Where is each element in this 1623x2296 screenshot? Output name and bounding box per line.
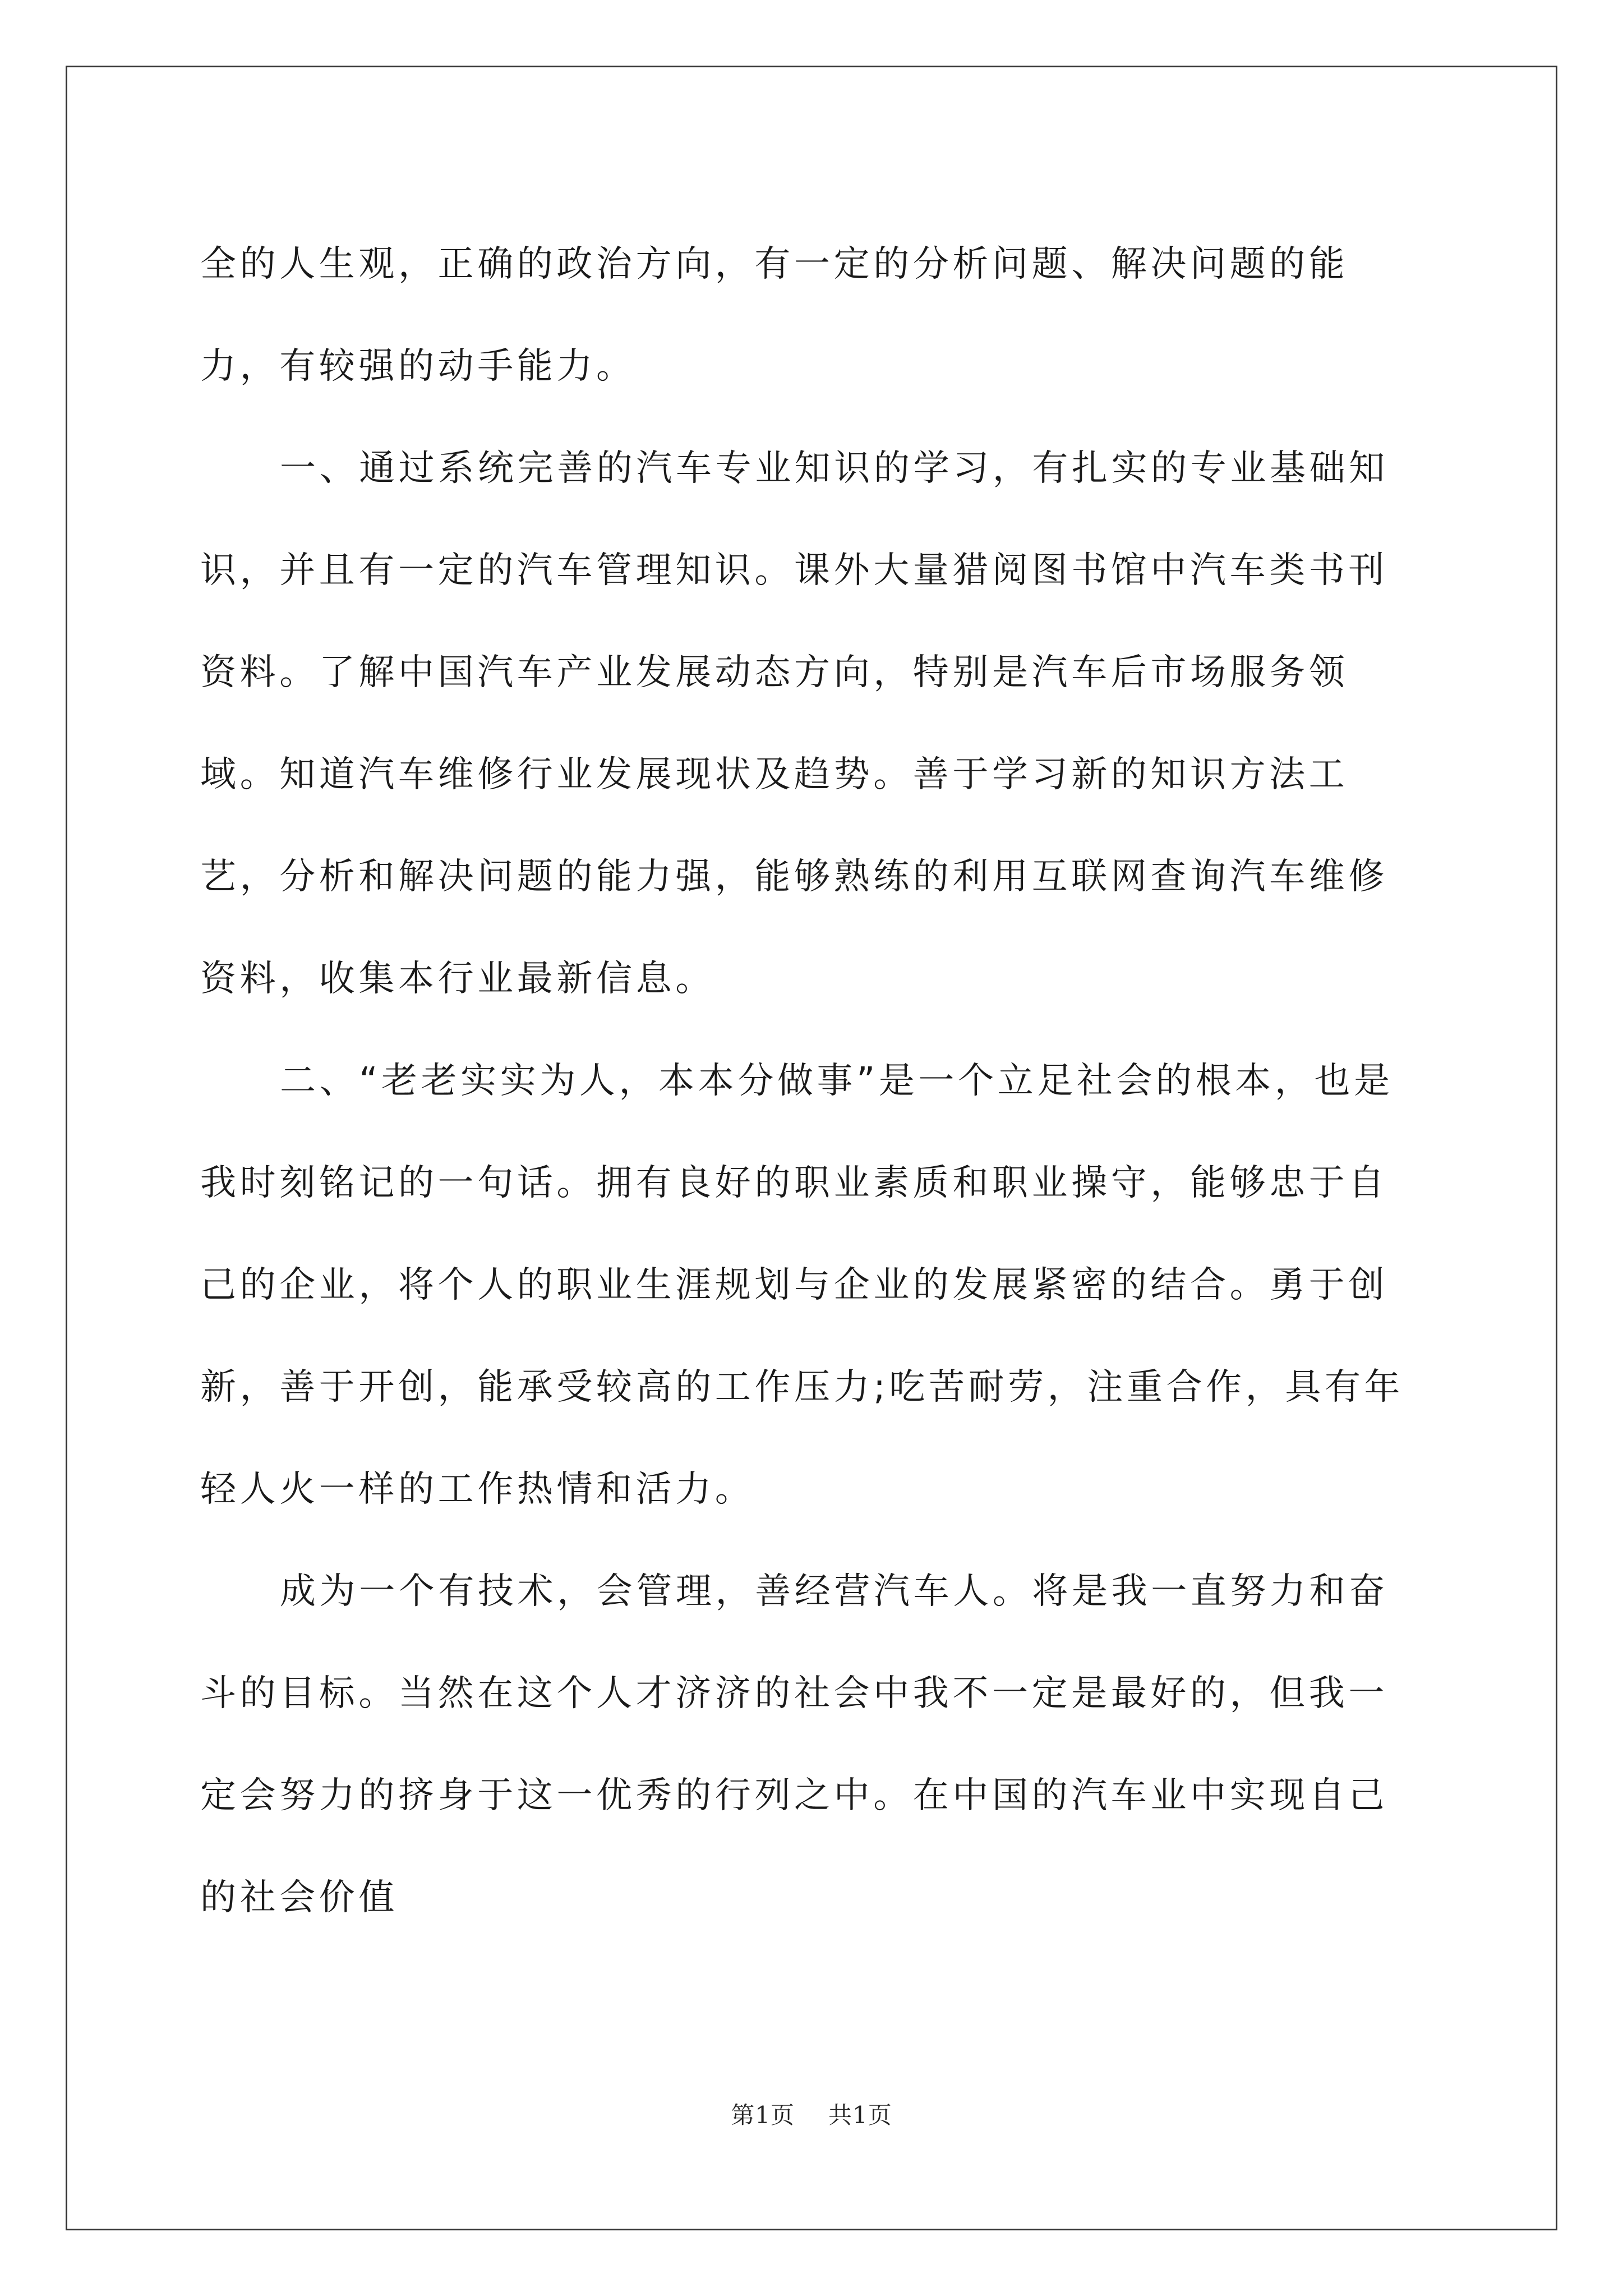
page-footer (0, 2097, 1623, 2131)
current-page-label: 第1页 (731, 2101, 795, 2129)
paragraph-goal: 成为一个有技术，会管理，善经营汽车人。将是我一直努力和奋斗的目标。当然在这个人才济济的社会中我不一定是最好的，但我一定会努力的挤身于这一优秀的行列之中。在中国的汽车业中实现自己的社会价值 (200, 1571, 1389, 1918)
paragraph-skills: 一、通过系统完善的汽车专业知识的学习，有扎实的专业基础知识，并且有一定的汽车管理知识。课外大量猎阅图书馆中汽车类书刊资料。了解中国汽车产业发展动态方向，特别是汽车后市场服务领域。知道汽车维修行业发展现状及趋势。善于学习新的知识方法工艺，分析和解决问题的能力强，能够熟练的利用互联网查询汽车维修资料，收集本行业最新信息。 (200, 448, 1389, 1000)
total-pages-label: 共1页 (828, 2101, 892, 2129)
document-body (200, 213, 1423, 1949)
paragraph-character: 二、“老老实实为人，本本分做事”是一个立足社会的根本，也是我时刻铭记的一句话。拥有良好的职业素质和职业操守，能够忠于自己的企业，将个人的职业生涯规划与企业的发展紧密的结合。勇于创新，善于开创，能承受较高的工作压力;吃苦耐劳，注重合作，具有年轻人火一样的工作热情和活力。 (200, 1060, 1404, 1510)
paragraph-continuation: 全的人生观，正确的政治方向，有一定的分析问题、解决问题的能力，有较强的动手能力。 (200, 243, 1349, 387)
